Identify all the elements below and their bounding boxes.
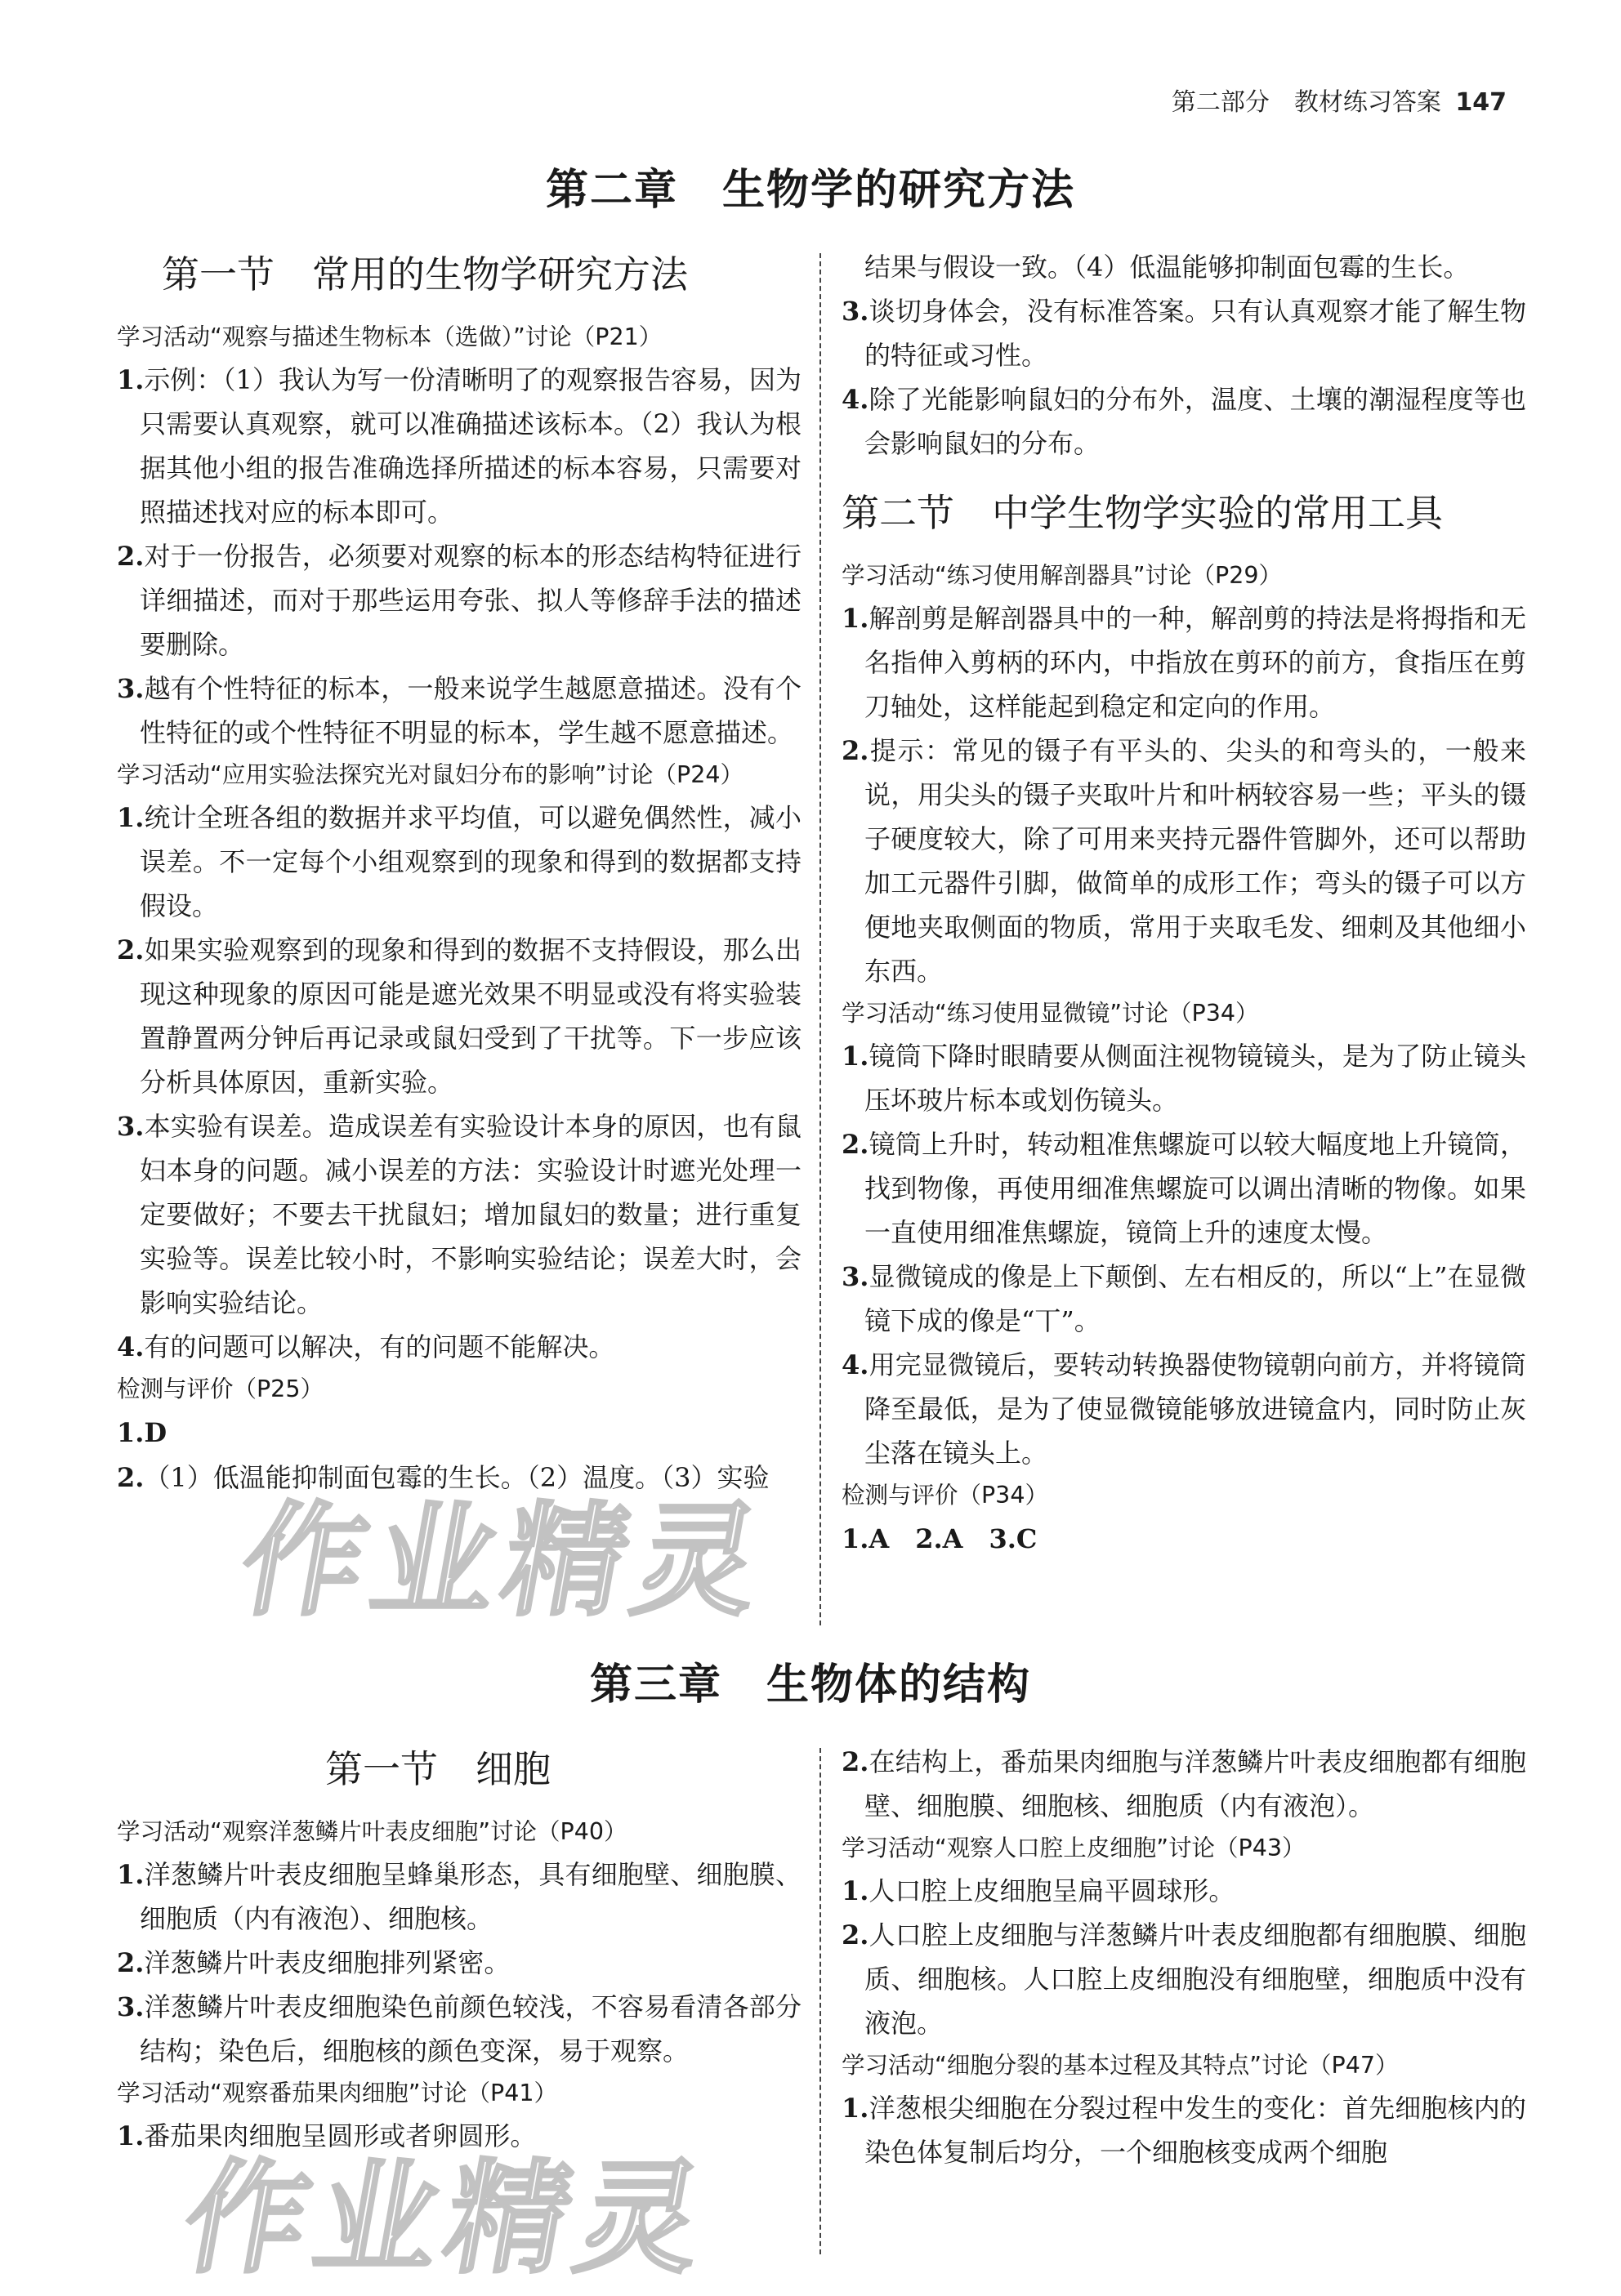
activity-title: 学习活动“观察与描述生物标本（选做）”讨论（P21） <box>117 323 663 350</box>
answer-item: 3.洋葱鳞片叶表皮细胞染色前颜色较浅，不容易看清各部分结构；染色后，细胞核的颜色变深，易于观察。 <box>117 1991 802 2066</box>
section-title: 第一节 细胞 <box>325 1747 551 1791</box>
evaluation-answers: 1.A 2.A 3.C <box>842 1523 1038 1554</box>
answer-item: 1.示例：（1）我认为写一份清晰明了的观察报告容易，因为只需要认真观察，就可以准确描述该标本。（2）我认为根据其他小组的报告准确选择所描述的标本容易，只需要对照描述找对应的标本即可。 <box>117 364 802 528</box>
answer-item: 1.解剖剪是解剖器具中的一种，解剖剪的持法是将拇指和无名指伸入剪柄的环内，中指放在剪环的前方，食指压在剪刀轴处，这样能起到稳定和定向的作用。 <box>842 603 1526 722</box>
column-divider <box>819 1748 821 2254</box>
answer-item: 3.本实验有误差。造成误差有实验设计本身的原因，也有鼠妇本身的问题。减小误差的方法：实验设计时遮光处理一定要做好；不要去干扰鼠妇；增加鼠妇的数量；进行重复实验等。误差比较小时，不影响实验结论；误差大时，会影响实验结论。 <box>117 1111 802 1318</box>
answer-item: 2.对于一份报告，必须要对观察的标本的形态结构特征进行详细描述，而对于那些运用夸张、拟人等修辞手法的描述要删除。 <box>117 541 802 660</box>
answer-item: 4.用完显微镜后，要转动转换器使物镜朝向前方，并将镜筒降至最低，是为了使显微镜能够放进镜盒内，同时防止灰尘落在镜头上。 <box>842 1349 1526 1469</box>
answer-item: 2.在结构上，番茄果肉细胞与洋葱鳞片叶表皮细胞都有细胞壁、细胞膜、细胞核、细胞质（内有液泡）。 <box>842 1746 1526 1821</box>
header-part: 第二部分 教材练习答案 <box>1171 88 1441 117</box>
answer-item: 2.人口腔上皮细胞与洋葱鳞片叶表皮细胞都有细胞膜、细胞质、细胞核。人口腔上皮细胞没有细胞壁，细胞质中没有液泡。 <box>842 1919 1526 2039</box>
answer-item: 2.镜筒上升时，转动粗准焦螺旋可以较大幅度地上升镜筒，找到物像，再使用细准焦螺旋可以调出清晰的物像。如果一直使用细准焦螺旋，镜筒上升的速度太慢。 <box>842 1129 1526 1248</box>
evaluation-title: 检测与评价（P34） <box>842 1482 1048 1509</box>
activity-title: 学习活动“练习使用解剖器具”讨论（P29） <box>842 562 1282 589</box>
watermark: 作业精灵 <box>230 1491 779 1633</box>
chapter-2-left-column <box>117 245 802 1500</box>
answer-item: 1.洋葱鳞片叶表皮细胞呈蜂巢形态，具有细胞壁、细胞膜、细胞质（内有液泡）、细胞核。 <box>117 1859 802 1934</box>
running-header <box>1172 82 1507 118</box>
answer-item: 1.番茄果肉细胞呈圆形或者卵圆形。 <box>117 2120 537 2151</box>
activity-title: 学习活动“观察洋葱鳞片叶表皮细胞”讨论（P40） <box>117 1818 627 1845</box>
activity-title: 学习活动“观察番茄果肉细胞”讨论（P41） <box>117 2080 557 2107</box>
answer-item: 1.D <box>117 1417 167 1448</box>
answer-item: 2.（1）低温能抑制面包霉的生长。（2）温度。（3）实验 <box>117 1462 770 1493</box>
activity-title: 学习活动“观察人口腔上皮细胞”讨论（P43） <box>842 1835 1306 1861</box>
section-title: 第二节 中学生物学实验的常用工具 <box>842 491 1443 535</box>
page-number: 147 <box>1455 88 1507 117</box>
column-divider <box>819 253 821 1625</box>
answer-item: 1.统计全班各组的数据并求平均值，可以避免偶然性，减小误差。不一定每个小组观察到的现象和得到的数据都支持假设。 <box>117 802 802 921</box>
answer-item: 4.除了光能影响鼠妇的分布外，温度、土壤的潮湿程度等也会影响鼠妇的分布。 <box>842 384 1526 459</box>
section-title: 第一节 常用的生物学研究方法 <box>162 252 688 296</box>
answer-item: 3.越有个性特征的标本，一般来说学生越愿意描述。没有个性特征的或个性特征不明显的标本，学生越不愿意描述。 <box>117 673 802 748</box>
answer-continuation: 结果与假设一致。（4）低温能够抑制面包霉的生长。 <box>864 252 1470 283</box>
answer-item: 3.谈切身体会，没有标准答案。只有认真观察才能了解生物的特征或习性。 <box>842 296 1526 371</box>
evaluation-title: 检测与评价（P25） <box>117 1375 324 1402</box>
chapter-3-left-column <box>117 1740 802 2158</box>
answer-item: 3.显微镜成的像是上下颠倒、左右相反的，所以“上”在显微镜下成的像是“丅”。 <box>842 1261 1526 1336</box>
answer-item: 1.人口腔上皮细胞呈扁平圆球形。 <box>842 1875 1235 1906</box>
chapter-3-right-column <box>842 1740 1526 2174</box>
answer-item: 2.洋葱鳞片叶表皮细胞排列紧密。 <box>117 1947 511 1978</box>
chapter-3-title: 第三章 生物体的结构 <box>589 1661 1031 1710</box>
chapter-2-title: 第二章 生物学的研究方法 <box>545 166 1075 215</box>
activity-title: 学习活动“细胞分裂的基本过程及其特点”讨论（P47） <box>842 2052 1399 2079</box>
activity-title: 学习活动“练习使用显微镜”讨论（P34） <box>842 1000 1259 1027</box>
chapter-2-right-column <box>842 245 1526 1562</box>
watermark: 作业精灵 <box>173 2148 721 2290</box>
answer-item: 2.如果实验观察到的现象和得到的数据不支持假设，那么出现这种现象的原因可能是遮光效果不明显或没有将实验装置静置两分钟后再记录或鼠妇受到了干扰等。下一步应该分析具体原因，重新实验。 <box>117 934 802 1098</box>
answer-item: 1.镜筒下降时眼睛要从侧面注视物镜镜头，是为了防止镜头压坏玻片标本或划伤镜头。 <box>842 1041 1526 1116</box>
answer-item: 2.提示：常见的镊子有平头的、尖头的和弯头的，一般来说，用尖头的镊子夹取叶片和叶柄较容易一些；平头的镊子硬度较大，除了可用来夹持元器件管脚外，还可以帮助加工元器件引脚，做简单的成形工作；弯头的镊子可以方便地夹取侧面的物质，常用于夹取毛发、细刺及其他细小东西。 <box>842 735 1526 987</box>
answer-item: 1.洋葱根尖细胞在分裂过程中发生的变化：首先细胞核内的染色体复制后均分，一个细胞核变成两个细胞 <box>842 2093 1526 2168</box>
answer-item: 4.有的问题可以解决，有的问题不能解决。 <box>117 1331 615 1362</box>
activity-title: 学习活动“应用实验法探究光对鼠妇分布的影响”讨论（P24） <box>117 761 744 788</box>
